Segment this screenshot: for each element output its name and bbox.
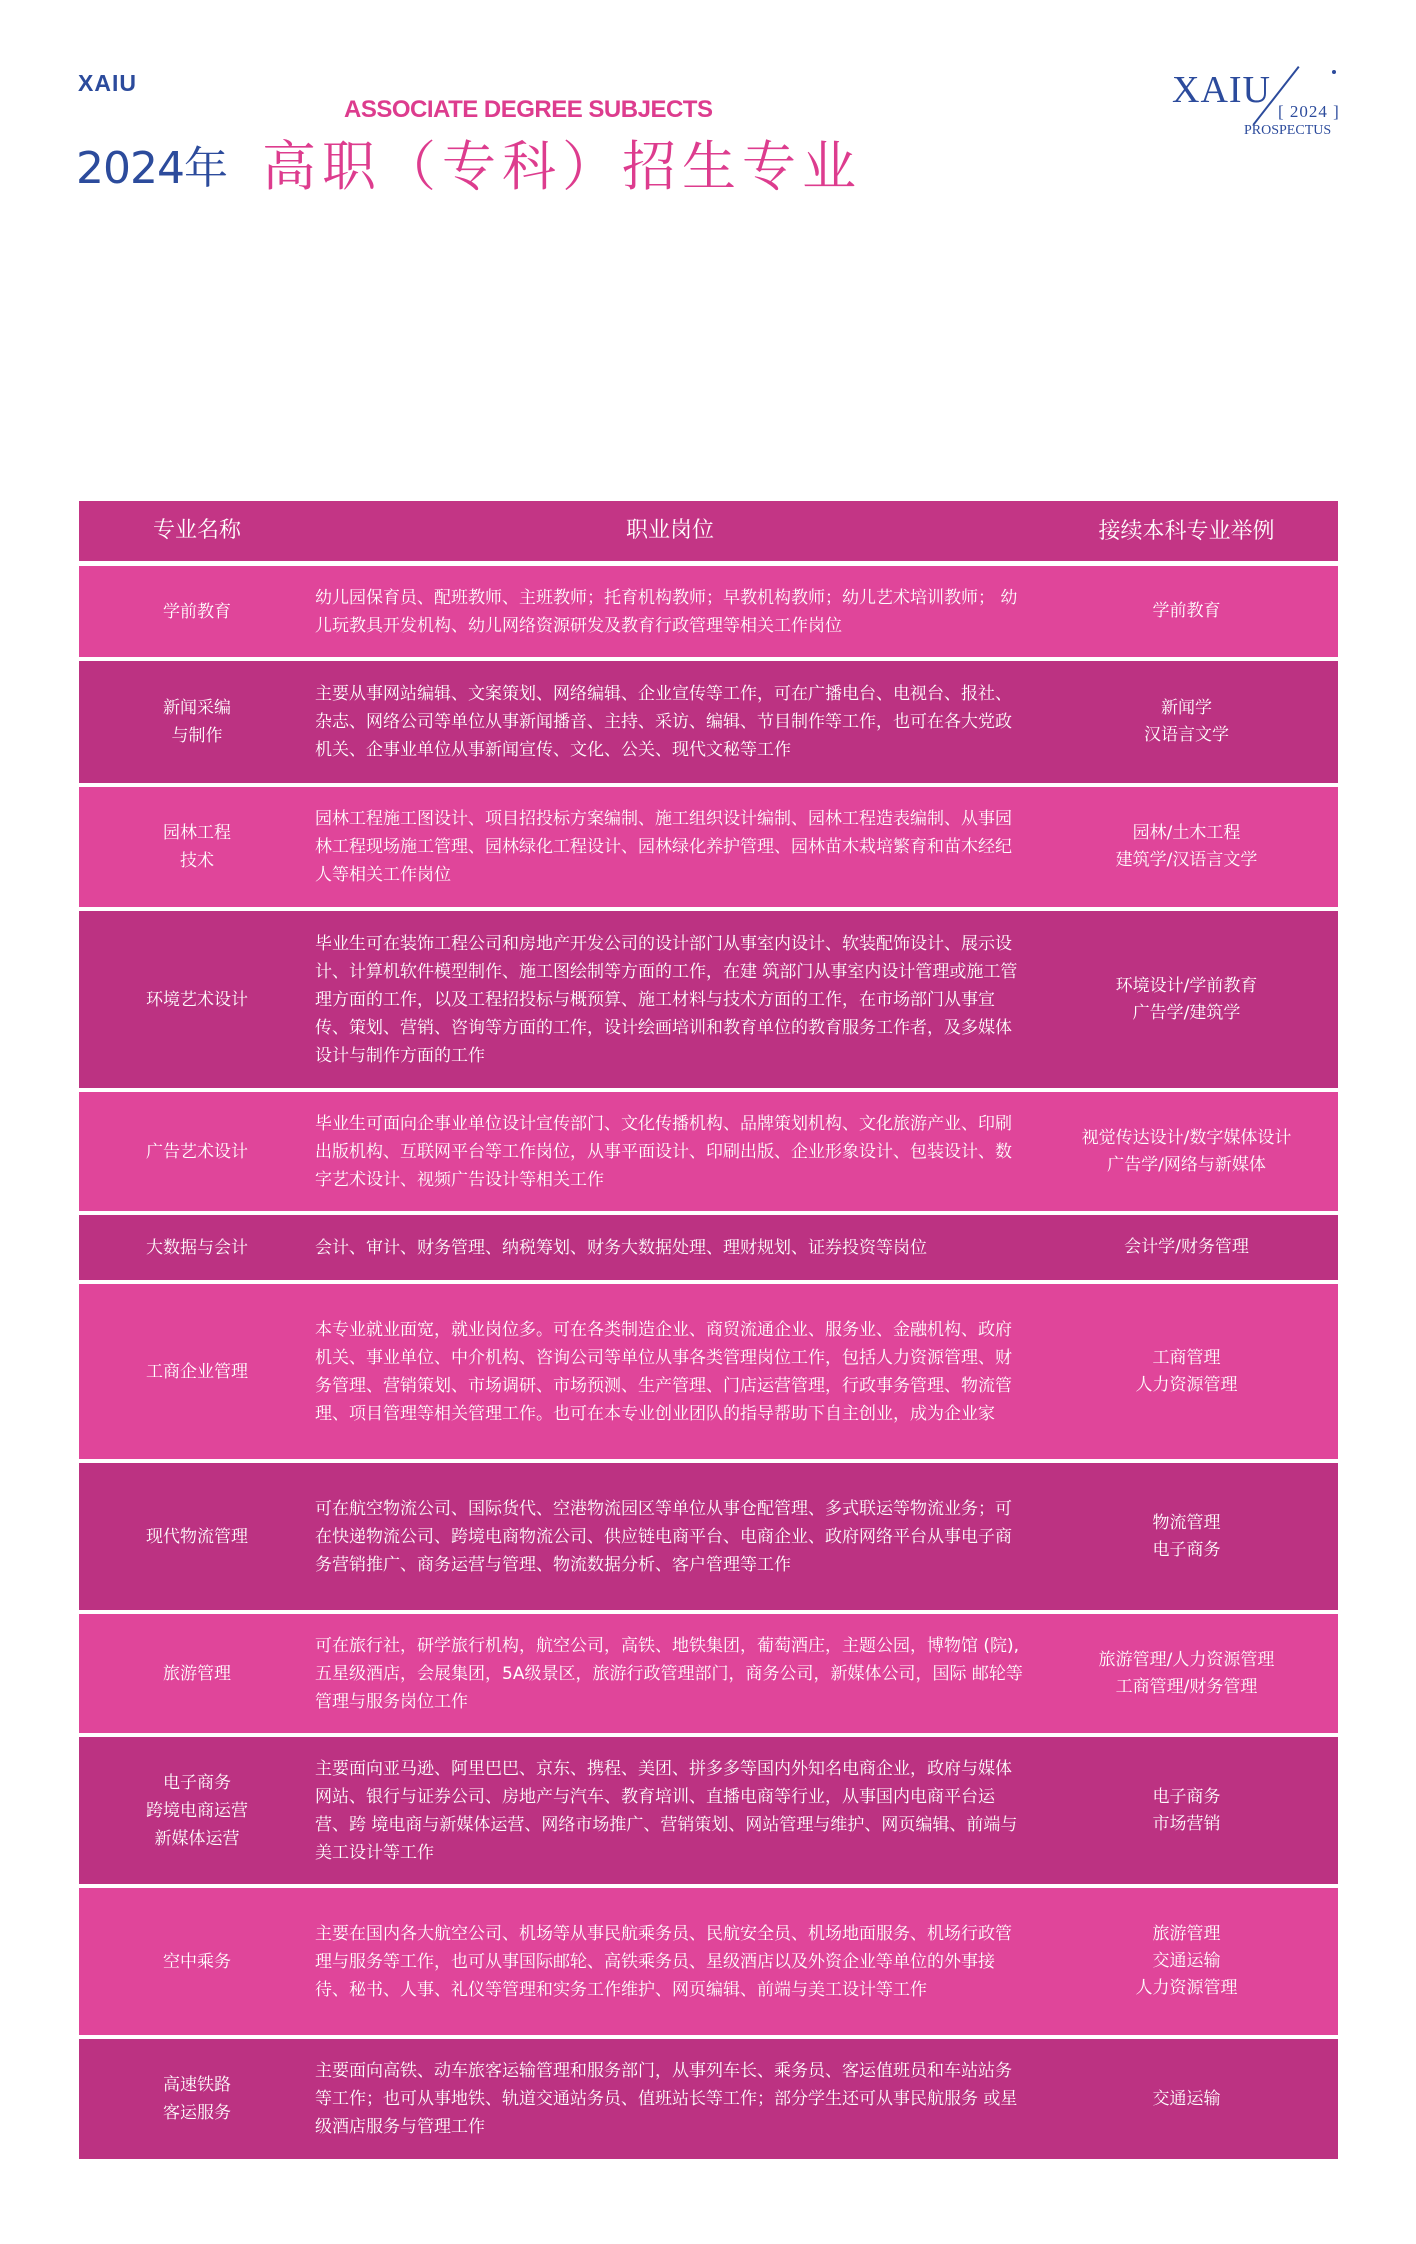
logo-right-year: [ 2024 ] <box>1278 102 1340 121</box>
table-row <box>79 787 1338 907</box>
bachelor-majors: 交通运输 <box>1152 2088 1221 2109</box>
bachelor-majors: 物流管理 电子商务 <box>1152 1512 1221 1560</box>
logo-right-name: XAIU <box>1172 69 1271 111</box>
column-header-major: 专业名称 <box>152 518 241 543</box>
job-description: 主要面向亚马逊、阿里巴巴、京东、携程、美团、拼多多等国内外知名电商企业，政府与媒体网站、银行与证券公司、房地产与汽车、教育培训、直播电商等行业，从事国内电商平台运营、跨 境电商与新媒体运营、网络市场推广、营销策划、网站管理与维护、网页编辑、前端与美工设计等工作 <box>315 1758 1018 1863</box>
major-name: 空中乘务 <box>163 1951 231 1972</box>
xaiu-logo-left: XAIU <box>78 70 137 96</box>
column-header-jobs: 职业岗位 <box>625 518 714 543</box>
job-description: 毕业生可面向企事业单位设计宣传部门、文化传播机构、品牌策划机构、文化旅游产业、印刷出版机构、互联网平台等工作岗位，从事平面设计、印刷出版、企业形象设计、包装设计、数字艺术设计、视频广告设计等相关工作 <box>315 1113 1012 1190</box>
table-row <box>79 1463 1338 1610</box>
major-name: 学前教育 <box>163 601 231 622</box>
page-title: 高职（专科）招生专业 <box>262 135 862 198</box>
table-row <box>79 1215 1338 1280</box>
majors-table <box>79 501 1338 2163</box>
logo-dot <box>1332 70 1336 74</box>
job-description: 主要面向高铁、动车旅客运输管理和服务部门，从事列车长、乘务员、客运值班员和车站站务等工作；也可从事地铁、轨道交通站务员、值班站长等工作；部分学生还可从事民航服务 或星级酒店服务与管理工作 <box>315 2061 1018 2137</box>
bachelor-majors: 环境设计/学前教育 广告学/建筑学 <box>1115 975 1258 1023</box>
table-header <box>79 501 1338 561</box>
job-description: 园林工程施工图设计、项目招投标方案编制、施工组织设计编制、园林工程造表编制、从事园林工程现场施工管理、园林绿化工程设计、园林绿化养护管理、园林苗木栽培繁育和苗木经纪人等相关工作岗位 <box>315 809 1012 885</box>
table-row <box>79 911 1338 1088</box>
major-name: 新闻采编 与制作 <box>163 698 231 746</box>
job-description: 毕业生可在装饰工程公司和房地产开发公司的设计部门从事室内设计、软装配饰设计、展示设计、计算机软件模型制作、施工图绘制等方面的工作，在建 筑部门从事室内设计管理或施工管理方面的工作，以及工程招投标与概预算、施工材料与技术方面的工作，在市场部门从事宣传、策划、营销、咨询等方面的工作，设计绘画培训和教育单位的教育服务工作者，及多媒体设计与制作方面的工作 <box>315 933 1018 1066</box>
major-name: 电子商务 跨境电商运营 新媒体运营 <box>146 1772 248 1849</box>
bachelor-majors: 旅游管理/人力资源管理 工商管理/财务管理 <box>1098 1649 1275 1697</box>
column-header-bachelor: 接续本科专业举例 <box>1098 518 1275 544</box>
job-description: 幼儿园保育员、配班教师、主班教师；托育机构教师；早教机构教师；幼儿艺术培训教师； 幼儿玩教具开发机构、幼儿网络资源研发及教育行政管理等相关工作岗位 <box>315 587 1018 636</box>
table-row <box>79 566 1338 657</box>
bachelor-majors: 旅游管理 交通运输 人力资源管理 <box>1135 1924 1238 1998</box>
bachelor-majors: 学前教育 <box>1152 601 1221 621</box>
job-description: 可在航空物流公司、国际货代、空港物流园区等单位从事仓配管理、多式联运等物流业务；可在快递物流公司、跨境电商物流公司、供应链电商平台、电商企业、政府网络平台从事电子商 务营销推广、商务运营与管理、物流数据分析、客户管理等工作 <box>315 1498 1012 1575</box>
bachelor-majors: 新闻学 汉语言文学 <box>1144 698 1229 745</box>
logo-right-tagline: PROSPECTUS <box>1244 123 1332 138</box>
table-row <box>79 1092 1338 1211</box>
bachelor-majors: 会计学/财务管理 <box>1124 1237 1249 1257</box>
major-name: 旅游管理 <box>163 1663 231 1684</box>
major-name: 工商企业管理 <box>146 1361 248 1382</box>
major-name: 广告艺术设计 <box>146 1141 248 1162</box>
table-row <box>79 1888 1338 2035</box>
bachelor-majors: 工商管理 人力资源管理 <box>1135 1347 1238 1395</box>
job-description: 本专业就业面宽，就业岗位多。可在各类制造企业、商贸流通企业、服务业、金融机构、政府机关、事业单位、中介机构、咨询公司等单位从事各类管理岗位工作，包括人力资源管理、财务管理、营销策划、市场调研、市场预测、生产管理、门店运营管理，行政事务管理、物流管理、项目管理等相关管理工作。也可在本专业创业团队的指导帮助下自主创业，成为企业家 <box>315 1319 1012 1424</box>
table-row <box>79 1284 1338 1459</box>
major-name: 高速铁路 客运服务 <box>163 2075 231 2123</box>
job-description: 会计、审计、财务管理、纳税筹划、财务大数据处理、理财规划、证券投资等岗位 <box>315 1237 927 1258</box>
table-row <box>79 2039 1338 2159</box>
year-label: 2024年 <box>76 143 227 194</box>
major-name: 大数据与会计 <box>146 1237 248 1258</box>
table-row <box>79 661 1338 783</box>
major-name: 环境艺术设计 <box>146 989 248 1010</box>
job-description: 主要在国内各大航空公司、机场等从事民航乘务员、民航安全员、机场地面服务、机场行政管理与服务等工作，也可从事国际邮轮、高铁乘务员、星级酒店以及外资企业等单位的外事接待、秘书、人事、礼仪等管理和实务工作维护、网页编辑、前端与美工设计等工作 <box>315 1923 1012 2000</box>
major-name: 现代物流管理 <box>146 1526 248 1547</box>
bachelor-majors: 园林/土木工程 建筑学/汉语言文学 <box>1115 823 1258 870</box>
job-description: 可在旅行社，研学旅行机构，航空公司，高铁、地铁集团，葡萄酒庄，主题公园，博物馆 (院),五星级酒店，会展集团，5A级景区，旅游行政管理部门，商务公司，新媒体公司，国际 邮轮等管理与服务岗位工作 <box>315 1635 1023 1712</box>
bachelor-majors: 视觉传达设计/数字媒体设计 广告学/网络与新媒体 <box>1081 1127 1292 1175</box>
major-name: 园林工程 技术 <box>163 823 231 871</box>
job-description: 主要从事网站编辑、文案策划、网络编辑、企业宣传等工作，可在广播电台、电视台、报社、杂志、网络公司等单位从事新闻播音、主持、采访、编辑、节目制作等工作，也可在各大党政机关、企事业单位从事新闻宣传、文化、公关、现代文秘等工作 <box>315 684 1012 760</box>
table-row <box>79 1737 1338 1884</box>
subtitle-english: ASSOCIATE DEGREE SUBJECTS <box>344 96 713 123</box>
table-row <box>79 1614 1338 1733</box>
bachelor-majors: 电子商务 市场营销 <box>1152 1786 1221 1834</box>
xaiu-prospectus-logo <box>1168 66 1348 146</box>
